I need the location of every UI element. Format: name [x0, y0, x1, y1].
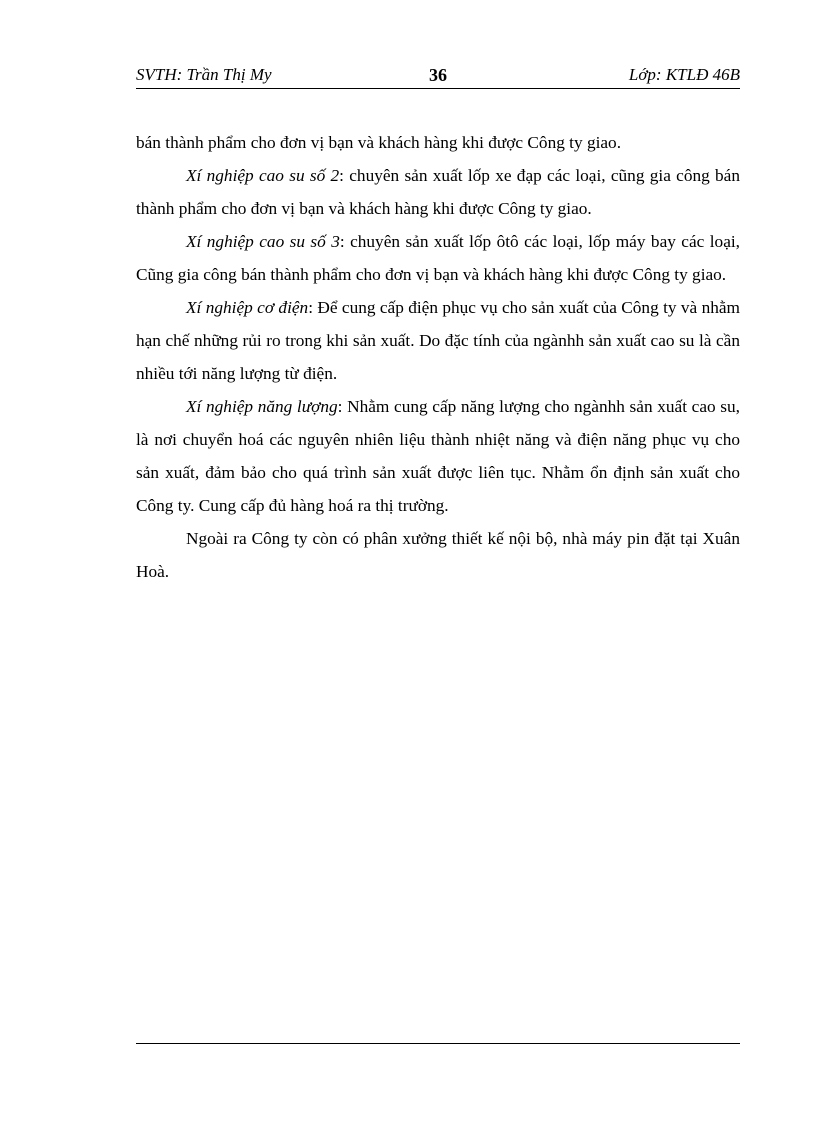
paragraph-text: : Nhằm cung cấp năng lượng cho ngànhh sản xuất cao su, là nơi chuyển hoá các nguyên nhiên liệu thành nhiệt năng và điện năng phục vụ cho sản xuất, đảm bảo cho quá trình sản xuất được liên tục. Nhằm ổn định sản xuất cho Công ty. Cung cấp đủ hàng hoá ra thị trường.: [136, 397, 740, 515]
paragraph-other-units: [136, 522, 740, 588]
paragraph-title: Xí nghiệp cao su số 3: [186, 232, 340, 251]
paragraph-title: Xí nghiệp cao su số 2: [186, 166, 340, 185]
paragraph-rubber-factory-3: [136, 225, 740, 291]
paragraph-text: bán thành phẩm cho đơn vị bạn và khách hàng khi được Công ty giao.: [136, 133, 622, 152]
paragraph-text: : Để cung cấp điện phục vụ cho sản xuất của Công ty và nhằm hạn chế những rủi ro trong khi sản xuất. Do đặc tính của ngànhh sản xuất cao su là cần nhiều tới năng lượng từ điện.: [136, 298, 741, 383]
paragraph-text: : chuyên sản xuất lốp ôtô các loại, lốp máy bay các loại, Cũng gia công bán thành phẩm cho đơn vị bạn và khách hàng khi được Công ty giao.: [136, 232, 740, 284]
paragraph-title: Xí nghiệp năng lượng: [186, 397, 338, 416]
paragraph-continuation: [136, 126, 740, 159]
paragraph-title: Xí nghiệp cơ điện: [186, 298, 309, 317]
footer-rule: [136, 1043, 740, 1044]
paragraph-rubber-factory-2: [136, 159, 740, 225]
paragraph-text: Ngoài ra Công ty còn có phân xưởng thiết kế nội bộ, nhà máy pin đặt tại Xuân Hoà.: [136, 529, 740, 581]
header-author: SVTH: Trần Thị My: [136, 65, 272, 84]
header-class: Lớp: KTLĐ 46B: [628, 65, 740, 84]
page-header: [136, 62, 740, 89]
page-body: [136, 126, 740, 588]
paragraph-energy-factory: [136, 390, 740, 522]
paragraph-text: : chuyên sản xuất lốp xe đạp các loại, cũng gia công bán thành phẩm cho đơn vị bạn và khách hàng khi được Công ty giao.: [136, 166, 740, 218]
paragraph-electrical-factory: [136, 291, 740, 390]
header-page-number: 36: [429, 65, 447, 85]
